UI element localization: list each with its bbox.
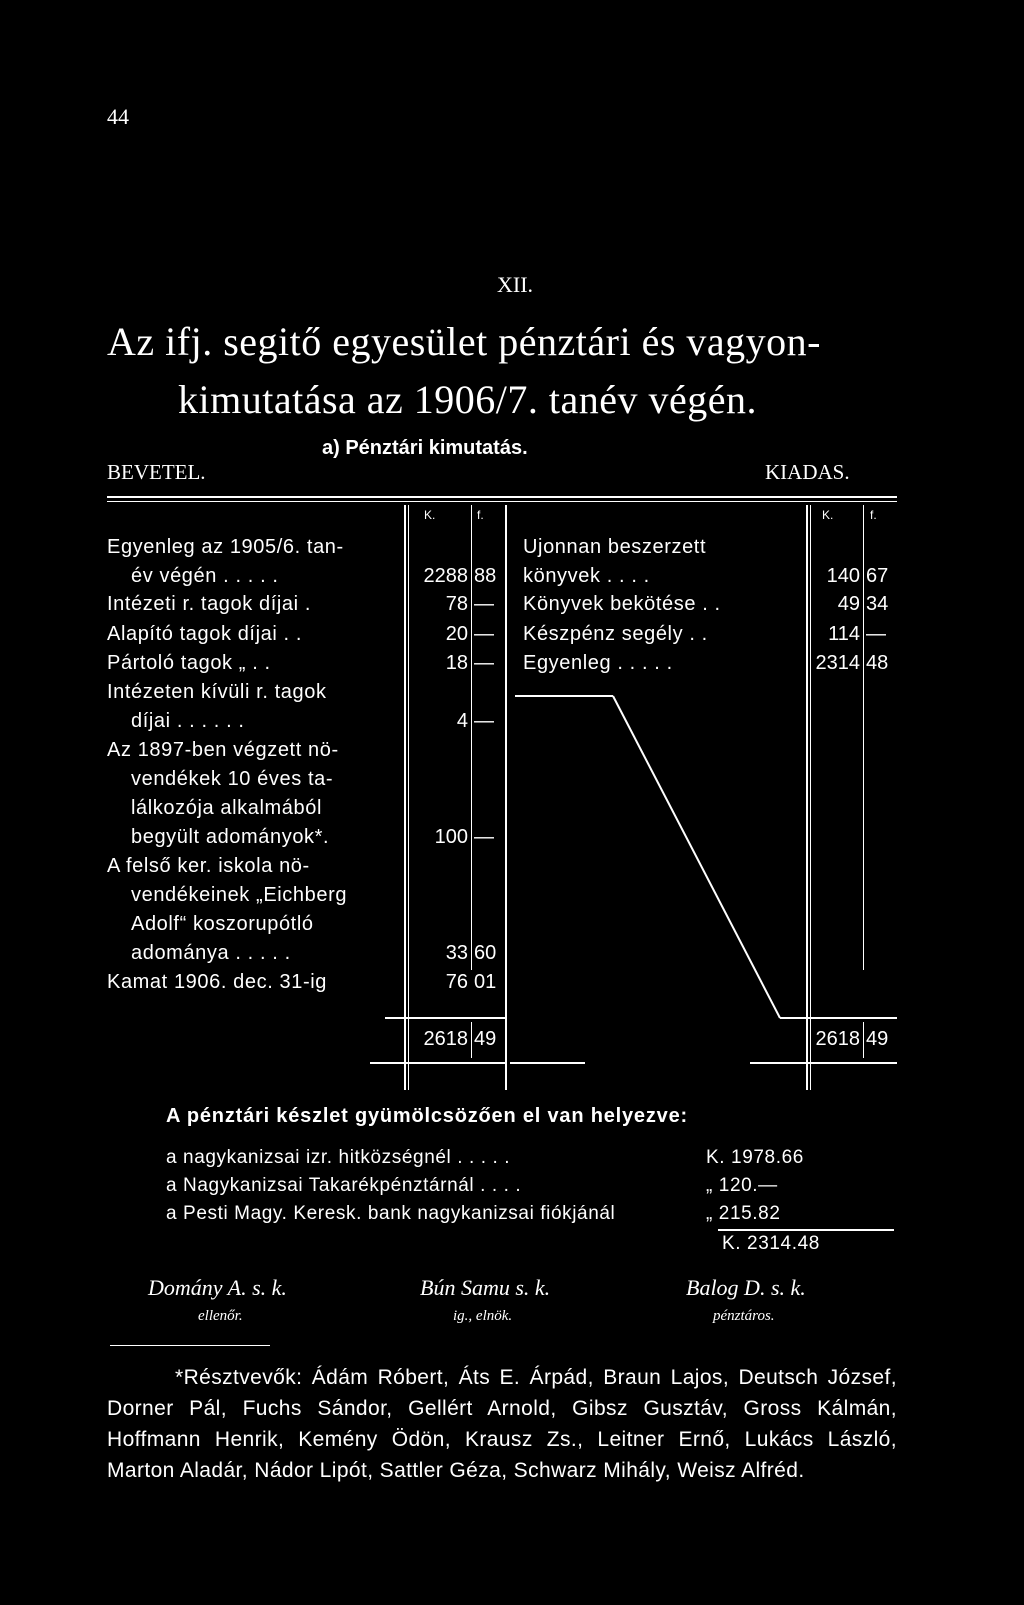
section-number: XII. (497, 272, 534, 297)
income-row-6-line-2: vendékek 10 éves ta- (131, 768, 334, 790)
expense-row-1-k: 140 (826, 565, 860, 587)
expense-row-3: Készpénz segély . . (523, 623, 708, 645)
income-row-7-line-4: adománya . . . . . (131, 942, 291, 964)
expense-row-1-line-1: Ujonnan beszerzett (523, 536, 707, 558)
income-kf-divider (471, 505, 472, 970)
income-unit-k: K. (424, 508, 436, 522)
income-row-2-f: — (474, 593, 494, 615)
expense-row-3-f: — (866, 623, 886, 645)
header-rule (107, 496, 897, 498)
deposit-1-label: a nagykanizsai izr. hitközségnél . . . . . (166, 1147, 511, 1168)
income-row-4-f: — (474, 652, 494, 674)
income-row-8-k: 76 (445, 971, 468, 993)
expense-kf-divider (863, 505, 864, 970)
signature-2-name: Bún Samu s. k. (420, 1275, 551, 1300)
expense-unit-k: K. (822, 508, 834, 522)
title-line-1: Az ifj. segitő egyesület pénztári és vagyon- (107, 319, 821, 364)
deposit-heading: A pénztári készlet gyümölcsözően el van helyezve: (166, 1105, 688, 1127)
income-row-6-f: — (474, 826, 494, 848)
income-row-7-line-2: vendékeinek „Eichberg (131, 884, 348, 906)
income-row-7-line-1: A felső ker. iskola nö- (107, 855, 310, 877)
footnote: *Résztvevők: Ádám Róbert, Áts E. Árpád, Braun Lajos, Deutsch József, Dorner Pál, Fuchs Sándor, Gellért Arnold, Gibsz Gusztáv, Gross Kálmán, Hoffmann Henrik, Kemény Ödön, Krausz Zs., Leitner Ernő, Lukács László, Marton Aladár, Nádor Lipót, Sattler Géza, Schwarz Mihály, Weisz Alfréd. (107, 1366, 897, 1482)
expense-row-3-k: 114 (828, 623, 860, 645)
expense-total-f: 49 (866, 1028, 889, 1050)
income-row-4-k: 18 (445, 652, 468, 674)
income-row-6-line-3: lálkozója alkalmából (131, 797, 322, 819)
expense-row-2-k: 49 (837, 593, 860, 615)
deposit-1-amount: K. 1978.66 (706, 1147, 804, 1168)
income-row-2-k: 78 (445, 593, 468, 615)
expense-row-4: Egyenleg . . . . . (523, 652, 673, 674)
expense-bottom-rule (750, 1062, 897, 1064)
income-row-3-f: — (474, 623, 494, 645)
income-row-1-k: 2288 (423, 565, 468, 587)
income-unit-f: f. (477, 508, 484, 522)
income-bottom-rule (370, 1062, 505, 1064)
income-row-3-k: 20 (445, 623, 468, 645)
income-row-8: Kamat 1906. dec. 31-ig (107, 971, 327, 993)
deposit-3-amount: „ 215.82 (706, 1203, 781, 1224)
income-row-6-line-1: Az 1897-ben végzett nö- (107, 739, 339, 761)
expense-row-4-f: 48 (866, 652, 889, 674)
signature-1-role: ellenőr. (198, 1308, 243, 1324)
income-row-7-f: 60 (474, 942, 497, 964)
signature-2-role: ig., elnök. (453, 1308, 513, 1324)
expense-row-2-f: 34 (866, 593, 889, 615)
income-total-kf-divider (471, 1022, 472, 1058)
income-total-rule (385, 1017, 505, 1019)
income-row-1-line-2: év végén . . . . . (131, 565, 279, 587)
deposit-2-label: a Nagykanizsai Takarékpénztárnál . . . . (166, 1175, 522, 1196)
expense-total-kf-divider (863, 1022, 864, 1058)
income-row-6-k: 100 (434, 826, 468, 848)
expense-row-4-k: 2314 (815, 652, 860, 674)
deposit-sum-rule (718, 1229, 894, 1231)
income-row-5-k: 4 (456, 710, 468, 732)
footnote-rule (110, 1345, 270, 1346)
lower-section-background (0, 1090, 1024, 1605)
expense-total-rule (780, 1017, 897, 1019)
income-row-5-line-1: Intézeten kívüli r. tagok (107, 681, 327, 703)
expense-total-k: 2618 (815, 1028, 860, 1050)
income-row-4: Pártoló tagok „ . . (107, 652, 271, 674)
deposit-3-label: a Pesti Magy. Keresk. bank nagykanizsai fiókjánál (166, 1203, 616, 1224)
income-row-5-line-2: díjai . . . . . . (131, 710, 245, 732)
income-row-8-f: 01 (474, 971, 497, 993)
income-row-7-k: 33 (445, 942, 468, 964)
signature-3-role: pénztáros. (713, 1308, 775, 1324)
income-row-1-line-1: Egyenleg az 1905/6. tan- (107, 536, 344, 558)
income-row-7-line-3: Adolf“ koszorupótló (131, 913, 314, 935)
page-number: 44 (107, 104, 129, 129)
title-line-2: kimutatása az 1906/7. tanév végén. (178, 377, 758, 422)
income-heading: BEVETEL. (107, 460, 206, 484)
signature-3-name: Balog D. s. k. (686, 1275, 806, 1300)
header-rule-thin (107, 501, 897, 502)
expense-unit-f: f. (870, 508, 877, 522)
expense-row-1-line-2: könyvek . . . . (523, 565, 650, 587)
subtitle: a) Pénztári kimutatás. (322, 437, 528, 459)
deposit-2-amount: „ 120.— (706, 1175, 778, 1196)
income-row-5-f: — (474, 710, 494, 732)
income-row-2: Intézeti r. tagok díjai . (107, 593, 311, 615)
center-bottom-rule (510, 1062, 585, 1064)
income-row-6-line-4: begyült adományok*. (131, 826, 330, 848)
income-row-3: Alapító tagok díjai . . (107, 623, 303, 645)
income-total-f: 49 (474, 1028, 497, 1050)
income-total-k: 2618 (423, 1028, 468, 1050)
signature-1-name: Domány A. s. k. (148, 1275, 287, 1300)
expense-row-1-f: 67 (866, 565, 889, 587)
expense-row-2: Könyvek bekötése . . (523, 593, 721, 615)
deposit-total: K. 2314.48 (722, 1233, 820, 1254)
income-row-1-f: 88 (474, 565, 497, 587)
blank-space-filler (505, 690, 805, 1030)
expense-heading: KIADAS. (765, 460, 850, 484)
